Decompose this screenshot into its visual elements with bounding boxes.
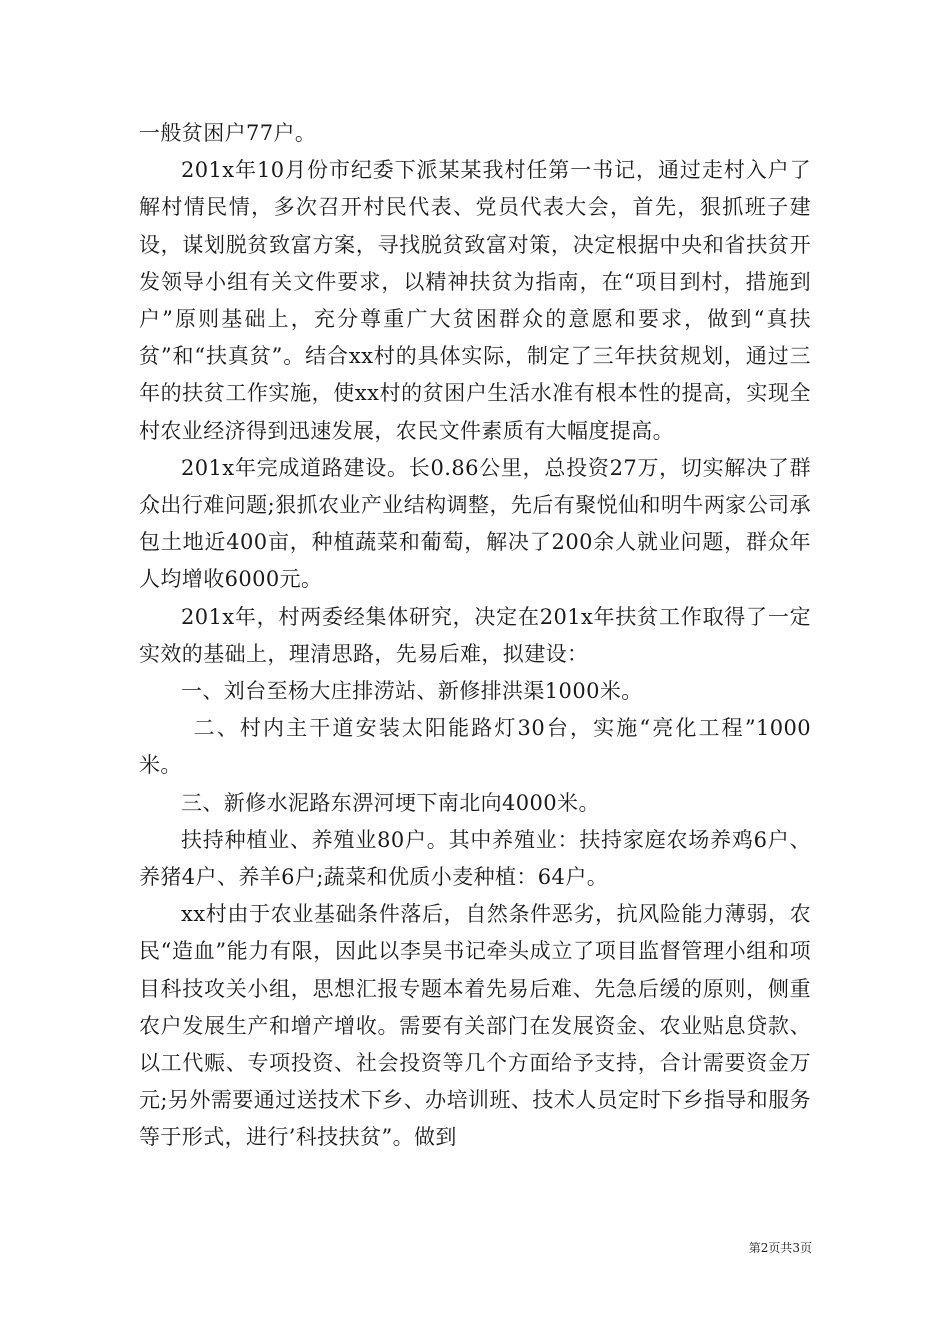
paragraph: 201x年，村两委经集体研究，决定在201x年扶贫工作取得了一定实效的基础上，理清思路，先易后难，拟建设：	[139, 604, 811, 666]
paragraph: 一般贫困户77户。	[139, 121, 317, 145]
paragraph: 三、新修水泥路东淠河埂下南北向4000米。	[181, 790, 600, 815]
paragraph: 201x年完成道路建设。长0.86公里，总投资27万，切实解决了群众出行难问题;狠抓农业产业结构调整，先后有聚悦仙和明牛两家公司承包土地近400亩，种植蔬菜和葡萄，解决了200余人就业问题，群众年人均增收6000元。	[139, 455, 811, 592]
document-body	[139, 115, 811, 1157]
paragraph: 二、村内主干道安装太阳能路灯30台，实施“亮化工程”1000米。	[139, 716, 811, 778]
paragraph: 一、刘台至杨大庄排涝站、新修排洪渠1000米。	[181, 679, 643, 704]
page-number: 第2页共3页	[748, 1241, 812, 1255]
paragraph: 201x年10月份市纪委下派某某我村任第一书记，通过走村入户了解村情民情，多次召开村民代表、党员代表大会，首先，狠抓班子建设，谋划脱贫致富方案，寻找脱贫致富对策，决定根据中央和省扶贫开发领导小组有关文件要求，以精神扶贫为指南，在“项目到村，措施到户”原则基础上，充分尊重广大贫困群众的意愿和要求，做到“真扶贫”和“扶真贫”。结合xx村的具体实际，制定了三年扶贫规划，通过三年的扶贫工作实施，使xx村的贫困户生活水准有根本性的提高，实现全村农业经济得到迅速发展，农民文件素质有大幅度提高。	[139, 158, 811, 443]
paragraph: 扶持种植业、养殖业80户。其中养殖业：扶持家庭农场养鸡6户、养猪4户、养羊6户;蔬菜和优质小麦种植：64户。	[139, 827, 811, 890]
paragraph: xx村由于农业基础条件落后，自然条件恶劣，抗风险能力薄弱，农民“造血”能力有限，因此以李昊书记牵头成立了项目监督管理小组和项目科技攻关小组，思想汇报专题本着先易后难、先急后缓的原则，侧重农户发展生产和增产增收。需要有关部门在发展资金、农业贴息贷款、以工代赈、专项投资、社会投资等几个方面给予支持，合计需要资金万元;另外需要通过送技术下乡、办培训班、技术人员定时下乡指导和服务等于形式，进行’科技扶贫”。做到	[139, 902, 811, 1150]
